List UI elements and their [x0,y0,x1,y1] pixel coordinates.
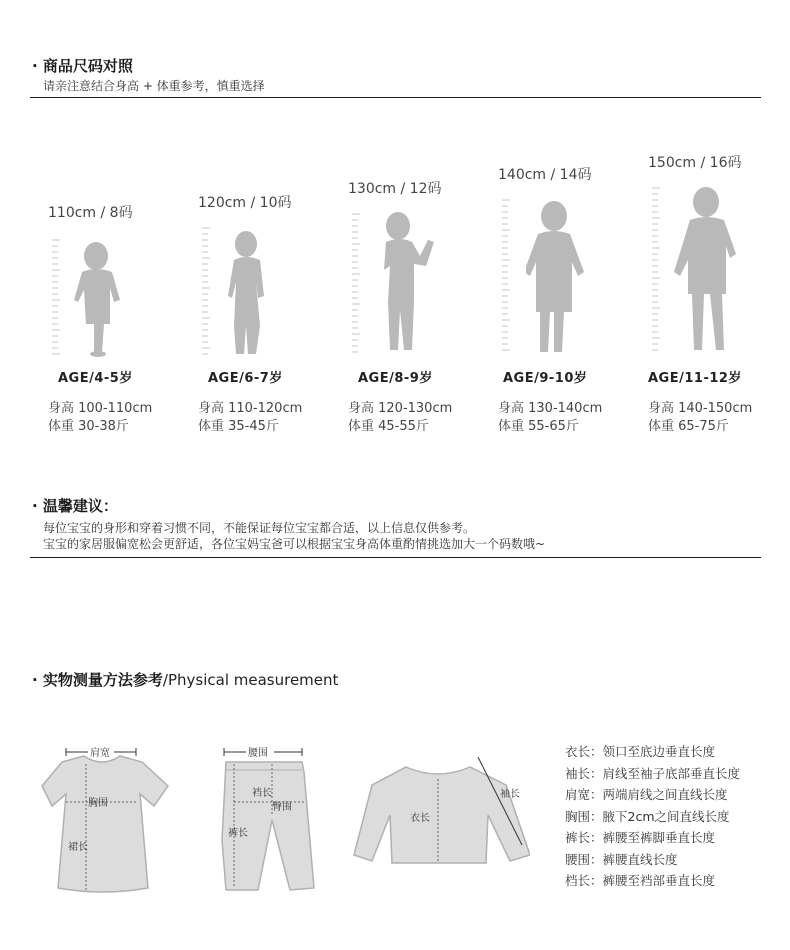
sleeve-label: 袖长 [500,789,520,800]
legend-item: 档长：裤腰至裆部垂直长度 [565,873,716,888]
age-label: AGE/6-7岁 [208,371,283,386]
skirt-length-label: 裙长 [68,842,88,853]
shoulder-label: 肩宽 [90,748,110,759]
height-range: 身高 110-120cm [198,401,303,416]
legend-item: 肩宽：两端肩线之间直线长度 [565,787,728,802]
length-label: 衣长 [410,813,430,824]
pants-length-label: 裤长 [228,828,248,839]
divider [30,557,761,558]
size-label: 130cm / 12码 [348,181,442,197]
hip-label: 臀围 [272,802,292,813]
height-ruler [500,198,520,358]
dress-diagram [40,740,170,900]
height-range: 身高 140-150cm [648,401,753,416]
legend-item: 胸围：腋下2cm之间直线长度 [565,809,730,824]
child-silhouette [380,210,450,356]
age-label: AGE/11-12岁 [648,371,742,386]
age-label: AGE/9-10岁 [503,371,588,386]
legend-item: 袖长：肩线至袖子底部垂直长度 [565,766,741,781]
child-silhouette [72,238,132,358]
size-label: 140cm / 14码 [498,167,592,183]
height-range: 身高 120-130cm [348,401,453,416]
child-silhouette [674,184,754,356]
tips-line: 宝宝的家居服偏宽松会更舒适，各位宝妈宝爸可以根据宝宝身高体重酌情挑选加大一个码数哦~ [43,537,546,551]
height-ruler [350,212,370,358]
legend-item: 衣长：领口至底边垂直长度 [565,744,716,759]
age-label: AGE/8-9岁 [358,371,433,386]
chest-label: 胸围 [88,798,108,809]
child-silhouette [526,198,596,358]
legend-item: 腰围：裤腰直线长度 [565,852,678,867]
weight-range: 体重 65-75斤 [648,419,729,434]
tips-line: 每位宝宝的身形和穿着习惯不同，不能保证每位宝宝都合适，以上信息仅供参考。 [43,521,476,535]
measurement-title-cn: · 实物测量方法参考 [32,671,163,689]
height-ruler [200,226,220,358]
size-label: 110cm / 8码 [48,205,133,221]
size-chart-title: · 商品尺码对照 [32,57,133,75]
top-diagram [350,755,530,875]
weight-range: 体重 35-45斤 [198,419,279,434]
height-range: 身高 130-140cm [498,401,603,416]
height-range: 身高 100-110cm [48,401,153,416]
tips-title: · 温馨建议： [32,497,118,515]
size-chart-subtitle: 请亲注意结合身高 + 体重参考，慎重选择 [43,79,265,93]
height-ruler [50,238,70,358]
legend-item: 裤长：裤腰至裤脚垂直长度 [565,830,716,845]
size-label: 120cm / 10码 [198,195,292,211]
age-label: AGE/4-5岁 [58,371,133,386]
measurement-title [32,669,338,690]
height-ruler [650,186,670,358]
weight-range: 体重 45-55斤 [348,419,429,434]
weight-range: 体重 55-65斤 [498,419,579,434]
divider [30,97,761,98]
child-silhouette [220,226,280,358]
weight-range: 体重 30-38斤 [48,419,129,434]
pants-diagram [218,740,318,900]
crotch-label: 裆长 [252,788,272,799]
size-label: 150cm / 16码 [648,155,742,171]
measurement-title-en: /Physical measurement [162,671,339,689]
waist-label: 腰围 [248,748,268,759]
